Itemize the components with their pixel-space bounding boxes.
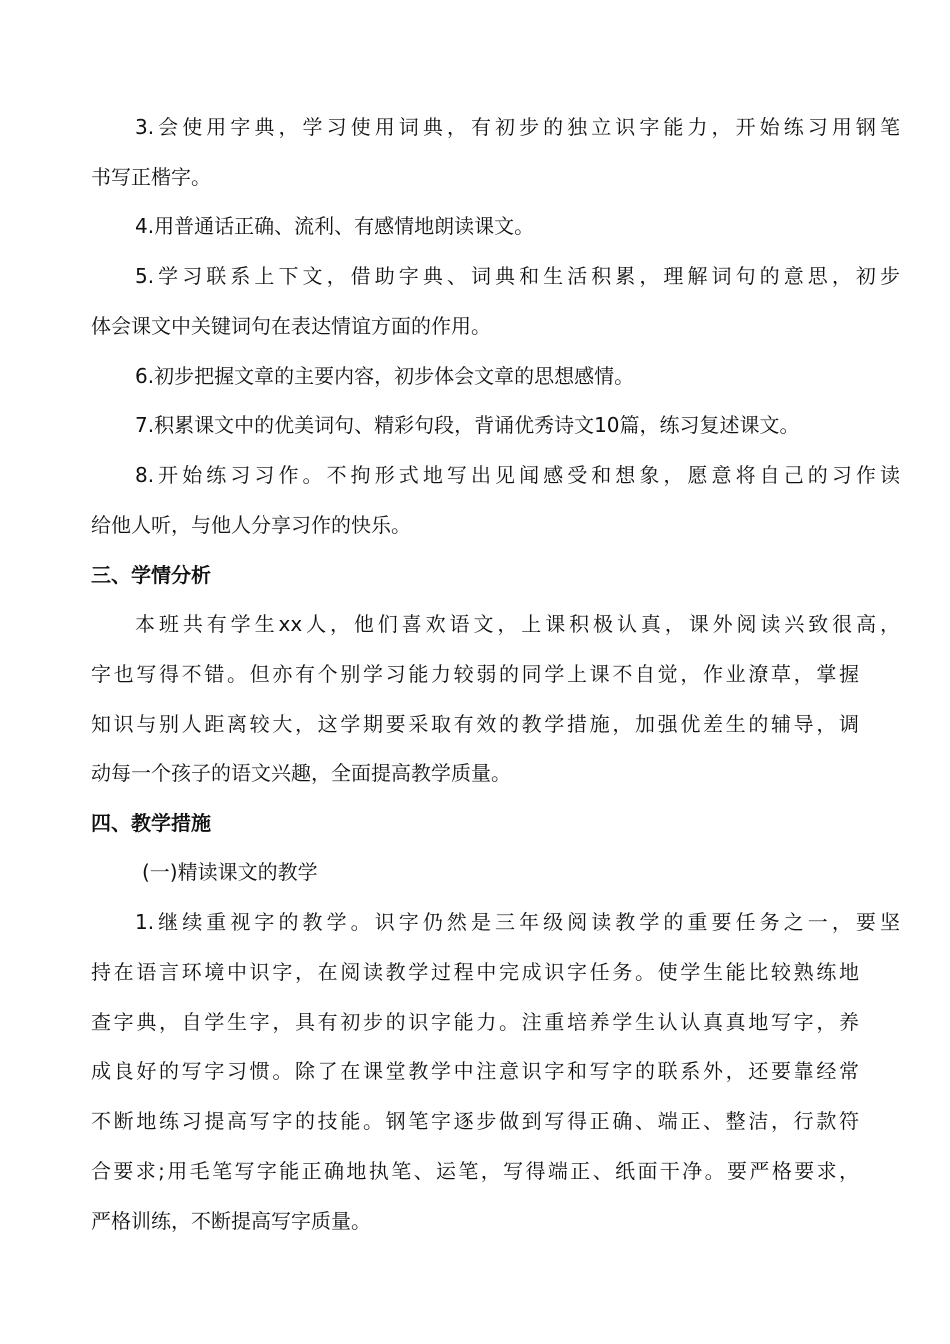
section-4-line-5: 不断地练习提高写字的技能。钢笔字逐步做到写得正确、端正、整洁，行款符 [91,1109,859,1133]
section-4-line-6: 合要求;用毛笔写字能正确地执笔、运笔，写得端正、纸面干净。要严格要求， [91,1159,859,1183]
section-4-line-1: 1.继续重视字的教学。识字仍然是三年级阅读教学的重要任务之一，要坚 [135,910,900,934]
paragraph-8-line-1: 8.开始练习习作。不拘形式地写出见闻感受和想象，愿意将自己的习作读 [135,463,900,487]
section-3-heading: 三、学情分析 [91,563,211,587]
section-4-heading: 四、教学措施 [91,811,211,835]
paragraph-7: 7.积累课文中的优美词句、精彩句段，背诵优秀诗文10篇，练习复述课文。 [135,413,800,437]
paragraph-3-line-1: 3.会使用字典，学习使用词典，有初步的独立识字能力，开始练习用钢笔 [135,115,900,139]
section-4-line-7: 严格训练，不断提高写字质量。 [91,1209,371,1233]
section-3-line-4: 动每一个孩子的语文兴趣，全面提高教学质量。 [91,761,511,785]
paragraph-3-line-2: 书写正楷字。 [91,165,211,189]
paragraph-5-line-1: 5.学习联系上下文，借助字典、词典和生活积累，理解词句的意思，初步 [135,264,900,288]
section-3-line-1: 本班共有学生xx人，他们喜欢语文，上课积极认真，课外阅读兴致很高， [135,612,900,636]
section-4-line-3: 查字典，自学生字，具有初步的识字能力。注重培养学生认认真真地写字，养 [91,1010,859,1034]
paragraph-6: 6.初步把握文章的主要内容，初步体会文章的思想感情。 [135,364,635,388]
section-4-subheading: (一)精读课文的教学 [142,860,318,884]
paragraph-4: 4.用普通话正确、流利、有感情地朗读课文。 [135,214,535,238]
section-4-line-2: 持在语言环境中识字，在阅读教学过程中完成识字任务。使学生能比较熟练地 [91,960,859,984]
paragraph-8-line-2: 给他人听，与他人分享习作的快乐。 [91,513,411,537]
section-4-line-4: 成良好的写字习惯。除了在课堂教学中注意识字和写字的联系外，还要靠经常 [91,1059,859,1083]
section-3-line-2: 字也写得不错。但亦有个别学习能力较弱的同学上课不自觉，作业潦草，掌握 [91,662,859,686]
section-3-line-3: 知识与别人距离较大，这学期要采取有效的教学措施，加强优差生的辅导，调 [91,712,859,736]
paragraph-5-line-2: 体会课文中关键词句在表达情谊方面的作用。 [91,314,491,338]
